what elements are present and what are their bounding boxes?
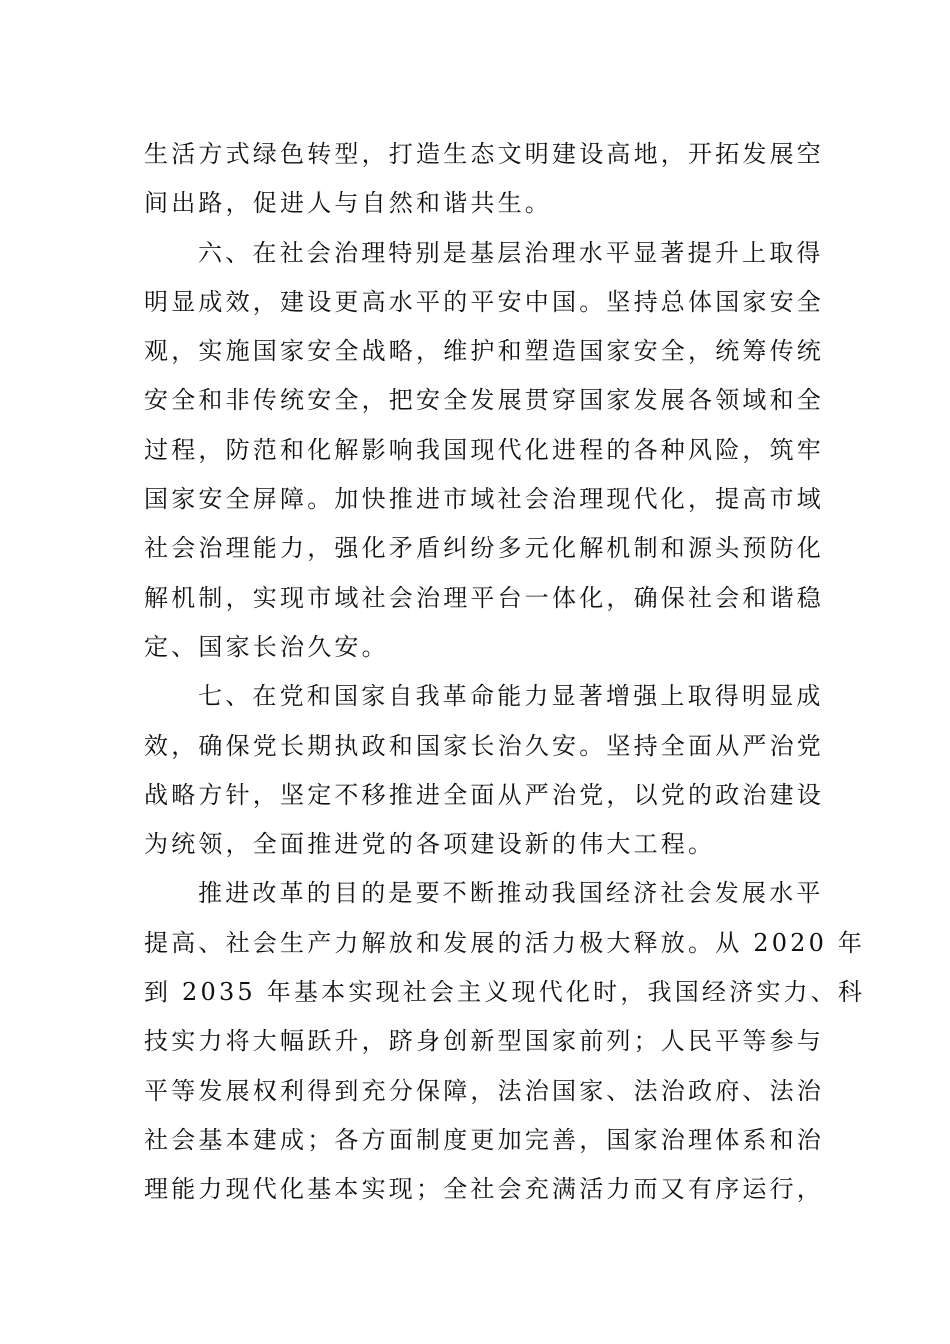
text-line: 生活方式绿色转型，打造生态文明建设高地，开拓发展空 — [144, 140, 824, 168]
text-line: 提高、社会生产力解放和发展的活力极大释放。从 2020 年 — [144, 928, 866, 957]
text-line: 理能力现代化基本实现；全社会充满活力而又有序运行， — [144, 1175, 824, 1204]
text-line: 效，确保党长期执政和国家长治久安。坚持全面从严治党 — [144, 731, 824, 760]
text-line: 社会基本建成；各方面制度更加完善，国家治理体系和治 — [144, 1125, 824, 1154]
text-line: 明显成效，建设更高水平的平安中国。坚持总体国家安全 — [144, 287, 824, 316]
text-line: 解机制，实现市域社会治理平台一体化，确保社会和谐稳 — [144, 583, 824, 612]
text-line: 国家安全屏障。加快推进市域社会治理现代化，提高市域 — [144, 485, 824, 514]
text-line: 过程，防范和化解影响我国现代化进程的各种风险，筑牢 — [144, 435, 824, 464]
text-line: 间出路，促进人与自然和谐共生。 — [144, 189, 552, 218]
document-body — [144, 130, 866, 1215]
text-line: 定、国家长治久安。 — [144, 632, 389, 661]
text-line: 到 2035 年基本实现社会主义现代化时，我国经济实力、科 — [144, 978, 866, 1007]
text-line: 安全和非传统安全，把安全发展贯穿国家发展各领域和全 — [144, 386, 824, 415]
text-line: 为统领，全面推进党的各项建设新的伟大工程。 — [144, 830, 716, 859]
text-line: 推进改革的目的是要不断推动我国经济社会发展水平 — [198, 879, 824, 908]
text-line: 七、在党和国家自我革命能力显著增强上取得明显成 — [198, 682, 824, 711]
text-line: 战略方针，坚定不移推进全面从严治党，以党的政治建设 — [144, 780, 824, 809]
text-line: 社会治理能力，强化矛盾纠纷多元化解机制和源头预防化 — [144, 534, 824, 563]
text-line: 六、在社会治理特别是基层治理水平显著提升上取得 — [198, 238, 824, 267]
text-line: 平等发展权利得到充分保障，法治国家、法治政府、法治 — [144, 1076, 824, 1105]
text-line: 观，实施国家安全战略，维护和塑造国家安全，统筹传统 — [144, 337, 824, 366]
text-line: 技实力将大幅跃升，跻身创新型国家前列；人民平等参与 — [144, 1027, 824, 1056]
